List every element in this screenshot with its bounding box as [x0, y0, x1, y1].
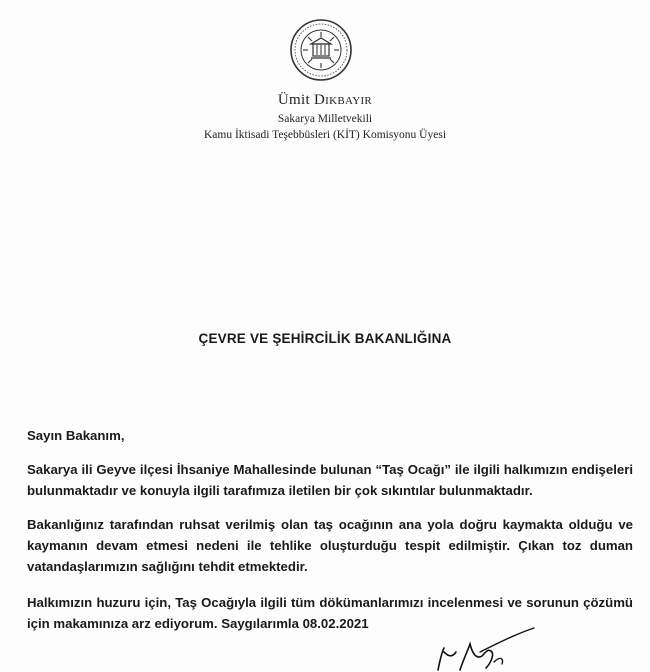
letterhead-first-name: Ümit: [277, 92, 310, 108]
letterhead-last-name: Dikbayır: [314, 92, 373, 108]
recipient-heading: ÇEVRE VE ŞEHİRCİLİK BAKANLIĞINA: [198, 331, 452, 346]
salutation: Sayın Bakanım,: [27, 428, 125, 443]
paragraph-3: Halkımızın huzuru için, Taş Ocağıyla ilgili tüm dökümanlarımızı incelenmesi ve sorunun çözümü için makamınıza arz ediyorum. Saygılarımla 08.02.2021: [27, 595, 633, 631]
paragraph-2: Bakanlığınız tarafından ruhsat verilmiş olan taş ocağının ana yola doğru kaymakta olduğu ve kaymanın devam etmesi nedeni ile tehlike oluşturduğu tespit edilmiştir. Çıkan toz duman vatandaşlarımızın sağlığını tehdit etmektedir.: [27, 517, 633, 574]
letterhead-commission: Kamu İktisadi Teşebbüsleri (KİT) Komisyonu Üyesi: [203, 129, 447, 141]
signature-icon: [430, 622, 540, 672]
letterhead-name: [0, 92, 650, 109]
paragraph-1: Sakarya ili Geyve ilçesi İhsaniye Mahallesinde bulunan “Taş Ocağı” ile ilgili halkımızın endişeleri bulunmaktadır ve konuyla ilgili tarafımıza iletilen bir çok sıkıntılar bulunmaktadır.: [27, 462, 633, 498]
letterhead-role: Sakarya Milletvekili: [277, 113, 373, 125]
parliament-seal-icon: [289, 18, 353, 82]
